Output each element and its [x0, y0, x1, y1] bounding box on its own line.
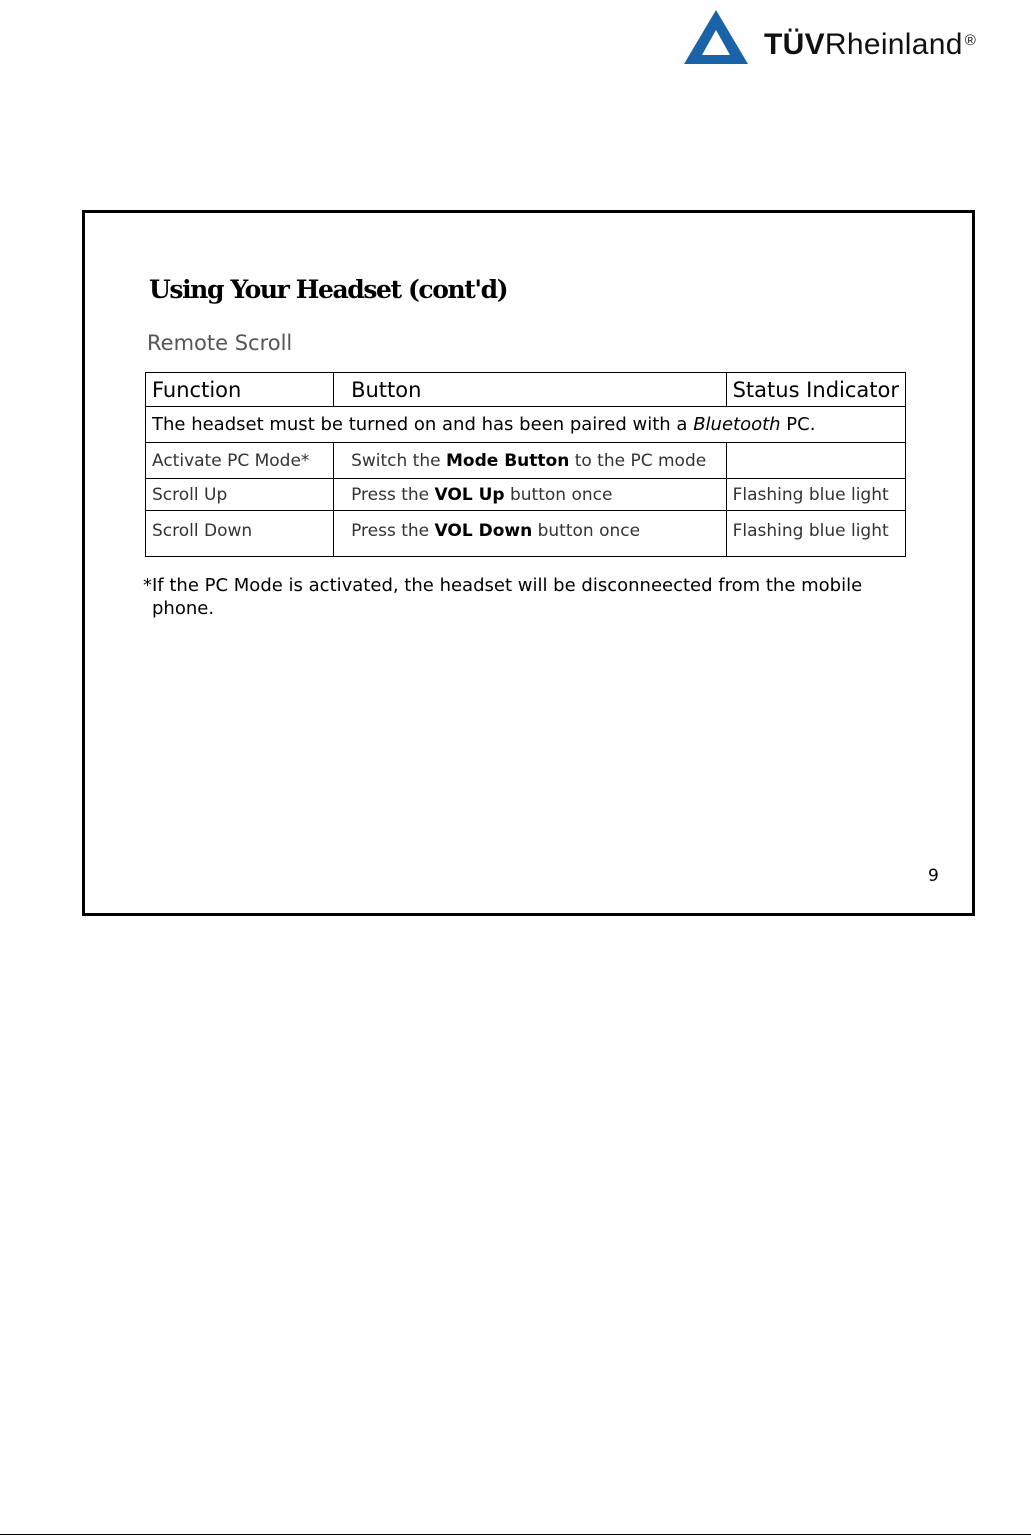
table-row	[146, 479, 906, 511]
section-title: Remote Scroll	[147, 331, 293, 355]
function-cell: Activate PC Mode*	[146, 443, 334, 479]
footnote	[143, 574, 883, 620]
header-function: Function	[146, 373, 334, 407]
button-cell: Press the VOL Down button once	[334, 511, 727, 557]
triangle-logo-icon	[682, 8, 750, 68]
table-row	[146, 443, 906, 479]
button-cell: Press the VOL Up button once	[334, 479, 727, 511]
table-header-row	[146, 373, 906, 407]
footnote-line: *If the PC Mode is activated, the headset will be disconneected from the mobile	[143, 575, 863, 596]
table-row	[146, 511, 906, 557]
function-cell: Scroll Up	[146, 479, 334, 511]
button-cell: Switch the Mode Button to the PC mode	[334, 443, 727, 479]
brand-name: TÜVRheinland ®	[764, 28, 977, 61]
tuv-rheinland-logo	[682, 8, 1012, 68]
table-note-row	[146, 407, 906, 443]
slide-title: Using Your Headset (cont'd)	[149, 275, 508, 304]
header-button: Button	[334, 373, 727, 407]
bottom-divider	[0, 1534, 1031, 1535]
status-cell: Flashing blue light	[726, 511, 905, 557]
footnote-line: phone.	[152, 598, 215, 619]
slide-frame	[82, 210, 975, 916]
pairing-note: The headset must be turned on and has been paired with a Bluetooth PC.	[146, 407, 906, 443]
status-cell	[726, 443, 905, 479]
header-status-indicator: Status Indicator	[726, 373, 905, 407]
function-cell: Scroll Down	[146, 511, 334, 557]
page-number: 9	[928, 866, 939, 886]
status-cell: Flashing blue light	[726, 479, 905, 511]
function-table	[145, 372, 906, 557]
